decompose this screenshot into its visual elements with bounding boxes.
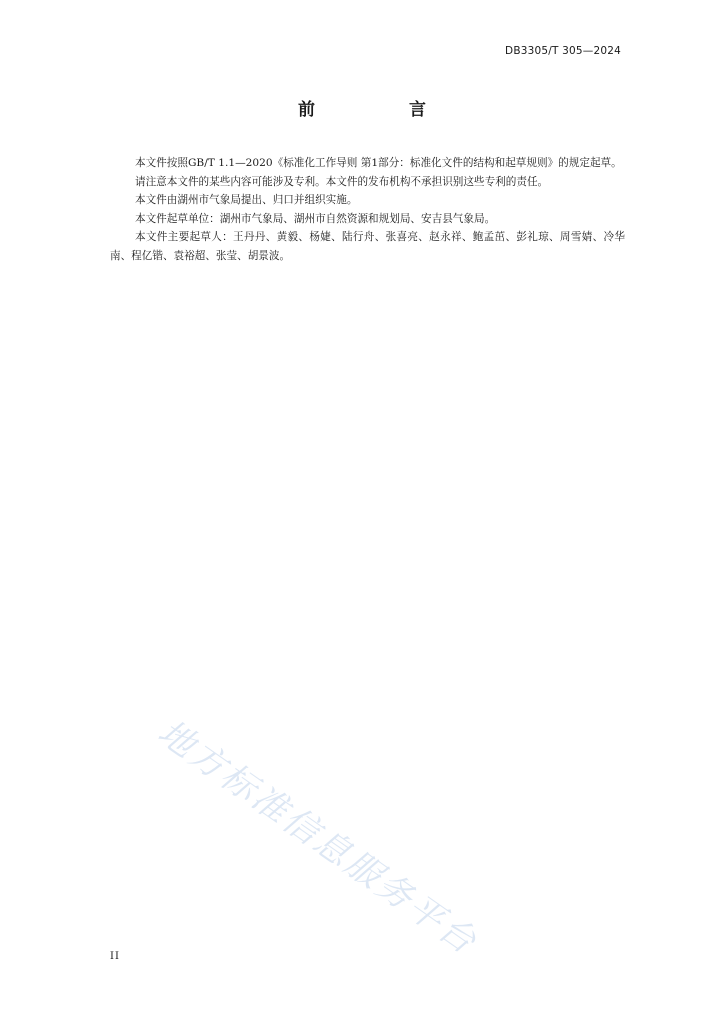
page-number: II <box>110 951 120 962</box>
standard-code: DB3305/T 305—2024 <box>505 45 621 57</box>
foreword-body <box>110 154 625 266</box>
paragraph-proposer: 本文件由湖州市气象局提出、归口并组织实施。 <box>135 194 358 207</box>
paragraph-drafters: 本文件主要起草人：王丹丹、黄毅、杨婕、陆行舟、张喜亮、赵永祥、鲍孟茁、彭礼琼、周雪婧、冷华南、程亿锴、袁裕超、张莹、胡景波。 <box>110 231 625 262</box>
paragraph-drafting-rules: 本文件按照GB/T 1.1—2020《标准化工作导则 第1部分：标准化文件的结构和起草规则》的规定起草。 <box>135 157 622 169</box>
page-title: 前 言 <box>298 100 470 120</box>
paragraph-patent-notice: 请注意本文件的某些内容可能涉及专利。本文件的发布机构不承担识别这些专利的责任。 <box>135 175 549 188</box>
paragraph-drafting-units: 本文件起草单位：湖州市气象局、湖州市自然资源和规划局、安吉县气象局。 <box>135 212 496 225</box>
watermark: 地方标准信息服务平台 <box>150 712 485 964</box>
